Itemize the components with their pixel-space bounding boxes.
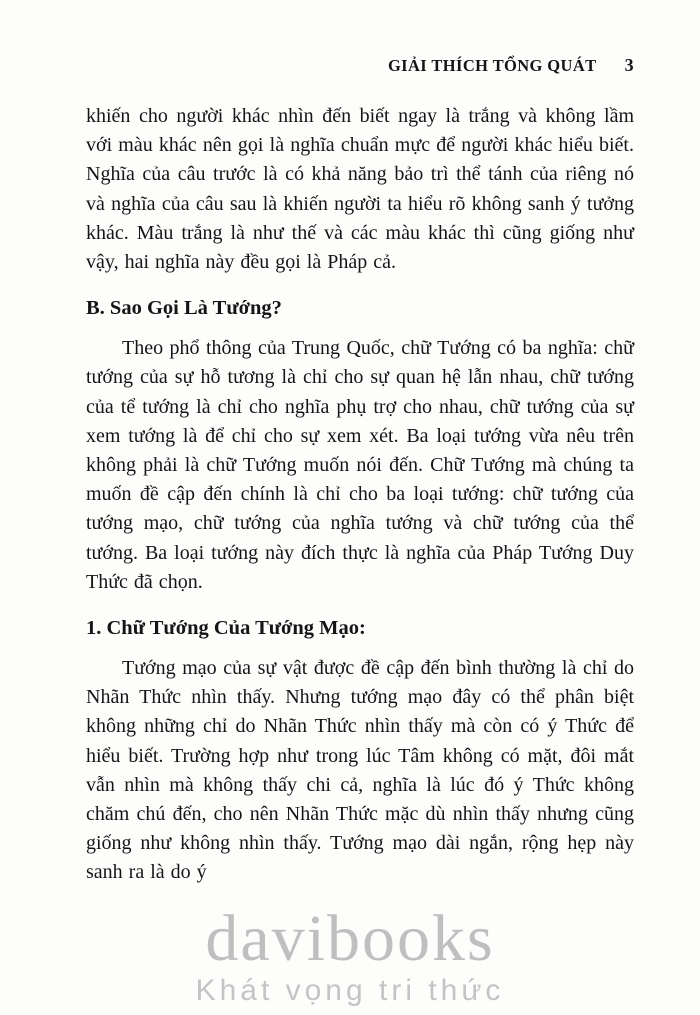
watermark-tagline: Khát vọng tri thức	[195, 974, 505, 1007]
running-header	[86, 55, 634, 76]
page-number: 3	[624, 55, 634, 75]
paragraph-continuation: khiến cho người khác nhìn đến biết ngay là trắng và không lầm với màu khác nên gọi là nghĩa chuẩn mực để người khác hiểu biết. Nghĩa của câu trước là có khả năng bảo trì thể tánh của riêng nó và nghĩa của câu sau là khiến người ta hiểu rõ không sanh ý tưởng khác. Màu trắng là như thế và các màu khác thì cũng giống như vậy, hai nghĩa này đều gọi là Pháp cả.	[86, 105, 634, 274]
running-header-title: GIẢI THÍCH TỔNG QUÁT	[387, 56, 597, 75]
paragraph-tuong-meanings: Theo phổ thông của Trung Quốc, chữ Tướng có ba nghĩa: chữ tướng của sự hỗ tương là chỉ cho sự quan hệ lẫn nhau, chữ tướng của tể tướng là chỉ cho nghĩa phụ trợ cho nhau, chữ tướng của sự xem tướng là để chỉ cho sự xem xét. Ba loại tướng vừa nêu trên không phải là chữ Tướng muốn nói đến. Chữ Tướng mà chúng ta muốn đề cập đến chính là chỉ cho ba loại tướng: chữ tướng của tướng mạo, chữ tướng của nghĩa tướng và chữ tướng của thể tướng. Ba loại tướng này đích thực là nghĩa của Pháp Tướng Duy Thức đã chọn.	[86, 337, 634, 593]
watermark-brand: davibooks	[205, 902, 495, 975]
paragraph-tuong-mao: Tướng mạo của sự vật được đề cập đến bình thường là chỉ do Nhãn Thức nhìn thấy. Nhưng tướng mạo đây có thể phân biệt không những chỉ do Nhãn Thức nhìn thấy mà còn có ý Thức để hiểu biết. Trường hợp như trong lúc Tâm không có mặt, đôi mắt vẫn nhìn mà không thấy chi cả, nghĩa là lúc đó ý Thức không chăm chú đến, cho nên Nhãn Thức mặc dù nhìn thấy nhưng cũng giống như không nhìn thấy. Tướng mạo dài ngắn, rộng hẹp này sanh ra là do ý	[86, 657, 634, 884]
section-heading-1: 1. Chữ Tướng Của Tướng Mạo:	[86, 617, 366, 640]
section-heading-b: B. Sao Gọi Là Tướng?	[86, 297, 282, 320]
